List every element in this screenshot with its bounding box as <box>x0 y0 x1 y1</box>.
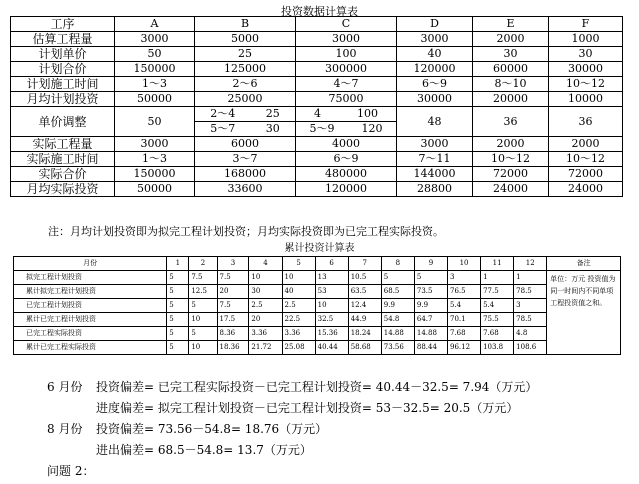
table1-header-cell: F <box>549 17 623 32</box>
table-cell: 5 <box>381 271 414 285</box>
table-cell: 120000 <box>296 182 397 197</box>
table-cell: 3.36 <box>249 327 282 341</box>
row-label: 估算工程量 <box>11 32 115 47</box>
table2-header-cell: 10 <box>447 257 480 271</box>
table-cell: 30000 <box>397 92 473 107</box>
split-value: 5～9 <box>309 122 335 135</box>
table-row <box>11 32 623 47</box>
table-cell: 168000 <box>195 167 296 182</box>
table1-header-cell: B <box>195 17 296 32</box>
table2-header-cell: 3 <box>217 257 249 271</box>
table2-header-cell: 7 <box>348 257 381 271</box>
table-cell: 480000 <box>296 167 397 182</box>
table2-header-cell: 备注 <box>547 257 621 271</box>
table-cell: 2000 <box>473 32 549 47</box>
table-cell: 5 <box>167 299 189 313</box>
row-label: 实际工程量 <box>11 137 115 152</box>
table-cell: 30000 <box>549 62 623 77</box>
table-cell: 72000 <box>549 167 623 182</box>
table-cell: 9.9 <box>414 299 447 313</box>
table-row <box>11 47 623 62</box>
table-cell: 58.68 <box>348 341 381 355</box>
table-cell: 5 <box>414 271 447 285</box>
table-cell: 10 <box>249 271 282 285</box>
table-cell: 7～11 <box>397 152 473 167</box>
table-cell: 4000 <box>296 137 397 152</box>
table-cell: 22.5 <box>282 313 315 327</box>
table-cell: 10 <box>189 313 217 327</box>
table-row <box>14 299 621 313</box>
table-cell: 2～6 <box>195 77 296 92</box>
table-cell: 30 <box>473 47 549 62</box>
table-cell: 50000 <box>115 182 195 197</box>
table-cell: 54.8 <box>381 313 414 327</box>
row-label: 累计拟完工程计划投资 <box>14 285 167 299</box>
table-cell: 24000 <box>549 182 623 197</box>
table-cell: 24000 <box>473 182 549 197</box>
table-cell: 48 <box>397 107 473 137</box>
table-cell: 3 <box>447 271 480 285</box>
table1-header-cell: A <box>115 17 195 32</box>
table-cell: 6～9 <box>296 152 397 167</box>
table-cell: 9.9 <box>381 299 414 313</box>
table-cell: 88.44 <box>414 341 447 355</box>
table2-title: 累计投资计算表 <box>284 243 355 254</box>
table-cell: 150000 <box>115 167 195 182</box>
table-cell: 18.36 <box>217 341 249 355</box>
table-row <box>14 271 621 285</box>
table-cell: 5 <box>189 327 217 341</box>
table-row <box>14 341 621 355</box>
split-value: 120 <box>361 122 383 135</box>
table-cell: 20 <box>249 313 282 327</box>
split-value: 2～4 <box>210 107 236 120</box>
table-row <box>11 92 623 107</box>
calc-month-6: 6 月份 <box>47 380 83 394</box>
price-adjust-row <box>11 107 623 137</box>
table-cell: 40 <box>282 285 315 299</box>
table-cell: 75.5 <box>481 313 514 327</box>
calc-line-cost-variance-6: 投资偏差= 已完工程实际投资－已完工程计划投资= 40.44－32.5= 7.94（万元） <box>96 380 538 394</box>
table1-note: 注：月均计划投资即为拟完工程计划投资；月均实际投资即为已完工程实际投资。 <box>48 225 444 238</box>
table-cell: 6000 <box>195 137 296 152</box>
remark-cell: 单位：万元 投资值为同一时间内不同单项工程投资值之和。 <box>547 271 621 355</box>
table-cell: 4.8 <box>514 327 547 341</box>
table-cell: 44.9 <box>348 313 381 327</box>
row-label: 累计已完工程实际投资 <box>14 341 167 355</box>
table1-header-cell: D <box>397 17 473 32</box>
split-value: 100 <box>357 107 378 120</box>
table-cell: 3000 <box>397 137 473 152</box>
table-cell: 17.5 <box>217 313 249 327</box>
split-value: 4 <box>314 107 321 120</box>
table-cell: 3000 <box>296 32 397 47</box>
table-cell: 30 <box>549 47 623 62</box>
table-cell: 36 <box>473 107 549 137</box>
split-value: 5～7 <box>210 122 236 135</box>
table1-header-cell: E <box>473 17 549 32</box>
table-cell: 5 <box>167 313 189 327</box>
table2-header-cell: 11 <box>481 257 514 271</box>
table-cell: 30 <box>249 285 282 299</box>
table-cell: 1 <box>514 271 547 285</box>
row-label: 实际合价 <box>11 167 115 182</box>
row-label: 实际施工时间 <box>11 152 115 167</box>
table-cell: 120000 <box>397 62 473 77</box>
table-row <box>14 285 621 299</box>
calc-month-8: 8 月份 <box>47 422 83 436</box>
table-cell: 7.5 <box>217 299 249 313</box>
table-row <box>11 182 623 197</box>
table-cell: 5000 <box>195 32 296 47</box>
table-row <box>14 327 621 341</box>
table-cell: 96.12 <box>447 341 480 355</box>
calc-line-cost-variance-8: 投资偏差= 73.56－54.8= 18.76（万元） <box>96 422 328 436</box>
table-cell: 8.36 <box>217 327 249 341</box>
split-value: 30 <box>265 122 280 135</box>
table-cell: 10～12 <box>549 152 623 167</box>
table-cell: 3000 <box>115 137 195 152</box>
table-cell: 3000 <box>397 32 473 47</box>
question-2-label: 问题 2： <box>47 464 95 478</box>
table-cell: 25000 <box>195 92 296 107</box>
table-cell: 1～3 <box>115 152 195 167</box>
table-cell: 7.68 <box>481 327 514 341</box>
row-label: 计划合价 <box>11 62 115 77</box>
row-label: 计划单价 <box>11 47 115 62</box>
table-cell: 5 <box>167 285 189 299</box>
table-cell: 70.1 <box>447 313 480 327</box>
table-cell: 50 <box>115 107 195 137</box>
table-cell: 18.24 <box>348 327 381 341</box>
table-cell: 144000 <box>397 167 473 182</box>
table-row <box>11 137 623 152</box>
row-label: 月均实际投资 <box>11 182 115 197</box>
table-cell: 3000 <box>115 32 195 47</box>
table-cell: 5 <box>167 271 189 285</box>
table-cell: 108.6 <box>514 341 547 355</box>
table-cell: 2000 <box>549 137 623 152</box>
table2-header-cell: 6 <box>315 257 348 271</box>
table-cell: 73.56 <box>381 341 414 355</box>
table-cell: 20000 <box>473 92 549 107</box>
table-cell: 12.4 <box>348 299 381 313</box>
table-cell: 40 <box>397 47 473 62</box>
table-cell: 73.5 <box>414 285 447 299</box>
table1-title: 投资数据计算表 <box>281 5 358 18</box>
table-cell: 10 <box>189 341 217 355</box>
table-cell: 63.5 <box>348 285 381 299</box>
table2-header-cell: 月份 <box>14 257 167 271</box>
table-cell: 13 <box>315 271 348 285</box>
row-label: 已完工程计划投资 <box>14 299 167 313</box>
table-cell: 20 <box>217 285 249 299</box>
table-cell: 10 <box>282 271 315 285</box>
row-label: 累计已完工程计划投资 <box>14 313 167 327</box>
table1-header-cell: C <box>296 17 397 32</box>
table-row <box>11 77 623 92</box>
table2-header-cell: 9 <box>414 257 447 271</box>
table2-header-cell: 2 <box>189 257 217 271</box>
table-cell: 50 <box>115 47 195 62</box>
table-cell: 1000 <box>549 32 623 47</box>
table-cell: 14.88 <box>381 327 414 341</box>
table-cell: 53 <box>315 285 348 299</box>
table-cell: 33600 <box>195 182 296 197</box>
split-cell <box>296 107 397 137</box>
table-cell: 5 <box>167 327 189 341</box>
cumulative-investment-table <box>13 256 621 355</box>
table2-header-cell: 4 <box>249 257 282 271</box>
table-row <box>14 313 621 327</box>
table-cell: 3～7 <box>195 152 296 167</box>
table-cell: 21.72 <box>249 341 282 355</box>
table-cell: 5 <box>167 341 189 355</box>
table-cell: 1～3 <box>115 77 195 92</box>
table-cell: 75000 <box>296 92 397 107</box>
table-cell: 76.5 <box>447 285 480 299</box>
table-row <box>11 167 623 182</box>
table-cell: 78.5 <box>514 313 547 327</box>
row-label: 单价调整 <box>11 107 115 137</box>
table2-header-row <box>14 257 621 271</box>
row-label: 已完工程实际投资 <box>14 327 167 341</box>
table-row <box>11 152 623 167</box>
table2-header-cell: 5 <box>282 257 315 271</box>
table-cell: 25 <box>195 47 296 62</box>
calc-line-schedule-variance-6: 进度偏差= 拟完工程计划投资－已完工程计划投资= 53－32.5= 20.5（万元） <box>96 401 519 415</box>
table-cell: 100 <box>296 47 397 62</box>
table-cell: 78.5 <box>514 285 547 299</box>
table-cell: 40.44 <box>315 341 348 355</box>
calc-line-schedule-variance-8: 进出偏差= 68.5－54.8= 13.7（万元） <box>96 443 312 457</box>
table-cell: 60000 <box>473 62 549 77</box>
table-cell: 7.5 <box>189 271 217 285</box>
table-cell: 25.08 <box>282 341 315 355</box>
row-label: 月均计划投资 <box>11 92 115 107</box>
table2-header-cell: 8 <box>381 257 414 271</box>
table-cell: 150000 <box>115 62 195 77</box>
investment-data-table <box>10 16 623 197</box>
table-cell: 10.5 <box>348 271 381 285</box>
table-cell: 36 <box>549 107 623 137</box>
table-cell: 7.5 <box>217 271 249 285</box>
table-cell: 2.5 <box>249 299 282 313</box>
table1-header-cell: 工序 <box>11 17 115 32</box>
table-cell: 10～12 <box>473 152 549 167</box>
split-subrow <box>195 107 295 121</box>
table-cell: 4～7 <box>296 77 397 92</box>
split-subrow <box>195 121 295 136</box>
table-cell: 5.4 <box>481 299 514 313</box>
table-cell: 2.5 <box>282 299 315 313</box>
table-cell: 300000 <box>296 62 397 77</box>
split-cell <box>195 107 296 137</box>
table-cell: 12.5 <box>189 285 217 299</box>
table-cell: 5 <box>189 299 217 313</box>
table2-header-cell: 12 <box>514 257 547 271</box>
table-cell: 8～10 <box>473 77 549 92</box>
split-subrow <box>296 107 396 121</box>
table-cell: 77.5 <box>481 285 514 299</box>
table-cell: 125000 <box>195 62 296 77</box>
table-cell: 7.68 <box>447 327 480 341</box>
table-cell: 50000 <box>115 92 195 107</box>
table-cell: 10～12 <box>549 77 623 92</box>
table1-header-row <box>11 17 623 32</box>
table-cell: 28800 <box>397 182 473 197</box>
table-cell: 64.7 <box>414 313 447 327</box>
table-cell: 32.5 <box>315 313 348 327</box>
table-cell: 3 <box>514 299 547 313</box>
table-cell: 1 <box>481 271 514 285</box>
table-cell: 72000 <box>473 167 549 182</box>
table-cell: 6～9 <box>397 77 473 92</box>
table-row <box>11 62 623 77</box>
table-cell: 10 <box>315 299 348 313</box>
table-cell: 68.5 <box>381 285 414 299</box>
table-cell: 14.88 <box>414 327 447 341</box>
split-value: 25 <box>265 107 280 120</box>
table-cell: 2000 <box>473 137 549 152</box>
table-cell: 3.36 <box>282 327 315 341</box>
table-cell: 5.4 <box>447 299 480 313</box>
table2-header-cell: 1 <box>167 257 189 271</box>
split-subrow <box>296 121 396 136</box>
row-label: 拟完工程计划投资 <box>14 271 167 285</box>
table-cell: 103.8 <box>481 341 514 355</box>
table-cell: 15.36 <box>315 327 348 341</box>
table-cell: 10000 <box>549 92 623 107</box>
row-label: 计划施工时间 <box>11 77 115 92</box>
